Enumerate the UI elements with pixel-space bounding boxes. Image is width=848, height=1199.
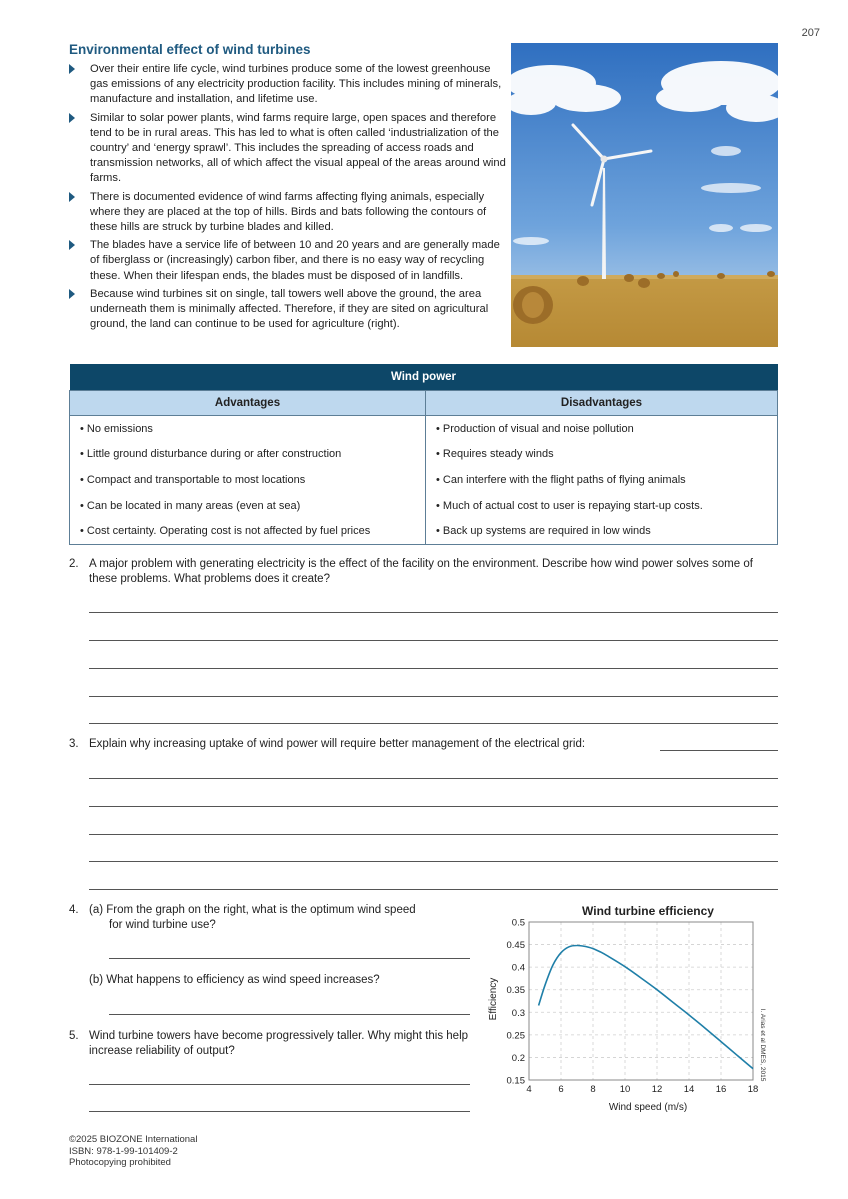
disadvantage-cell: • Production of visual and noise pollution [426,416,778,442]
arrow-bullet-icon [69,289,75,299]
answer-line[interactable] [660,750,778,751]
col-header-disadvantages: Disadvantages [426,391,778,416]
advantage-cell: • Cost certainty. Operating cost is not affected by fuel prices [70,518,426,544]
bullet-text: Because wind turbines sit on single, tall towers well above the ground, the area underneath them is minimally affected. Therefore, if they are sited on agricultural ground, the land can continue to be used for agriculture (right). [90,287,489,331]
x-tick-label: 14 [683,1084,695,1095]
y-tick-label: 0.15 [506,1075,525,1087]
disadvantage-cell: • Can interfere with the flight paths of flying animals [426,467,778,493]
bullet-list [69,62,509,335]
advantage-cell: • Can be located in many areas (even at sea) [70,493,426,519]
y-tick-label: 0.2 [511,1052,525,1064]
y-tick-label: 0.4 [511,962,525,974]
bullet-text: The blades have a service life of between 10 and 20 years and are generally made of fiberglass or (increasingly) carbon fiber, and there is no easy way of recycling these. When their lifespan ends, the blades must be disposed of in landfills. [90,239,500,282]
page-number: 207 [801,27,820,39]
arrow-bullet-icon [69,240,75,250]
x-tick-label: 18 [747,1084,759,1095]
answer-line[interactable] [89,668,778,669]
arrow-bullet-icon [69,64,75,74]
copyright-text: ©2025 BIOZONE International [69,1134,198,1145]
plot-frame [529,922,753,1080]
y-tick-label: 0.3 [511,1007,525,1019]
question-2 [69,557,769,587]
advantage-cell: • Little ground disturbance during or after construction [70,442,426,468]
isbn-text: ISBN: 978-1-99-101409-2 [69,1145,178,1157]
x-tick-label: 6 [558,1084,564,1095]
x-tick-label: 10 [619,1084,631,1095]
question-4a-text-cont: for wind turbine use? [109,919,216,931]
answer-line[interactable] [89,778,778,779]
answer-line[interactable] [89,806,778,807]
question-number: 2. [69,558,79,570]
y-tick-label: 0.5 [511,917,525,929]
x-tick-label: 4 [526,1084,532,1095]
section-title: Environmental effect of wind turbines [69,42,311,57]
table-row [70,416,778,442]
x-tick-label: 8 [590,1084,596,1095]
table-row [70,493,778,519]
answer-line[interactable] [89,861,778,862]
question-text: Explain why increasing uptake of wind power will require better management of the electrical grid: [89,738,586,750]
disadvantage-cell: • Back up systems are required in low winds [426,518,778,544]
question-number: 5. [69,1030,79,1042]
y-tick-label: 0.25 [506,1030,525,1042]
question-3 [69,737,669,752]
arrow-bullet-icon [69,113,75,123]
answer-line[interactable] [89,1111,470,1112]
question-text: A major problem with generating electricity is the effect of the facility on the environment. Describe how wind power solves some of these problems. What problems does it create? [89,558,753,585]
table-row [70,518,778,544]
question-text: Wind turbine towers have become progressively taller. Why might this help increase reliability of output? [89,1030,469,1057]
y-axis-label: Efficiency [488,977,499,1021]
question-4 [69,903,479,933]
answer-line[interactable] [89,696,778,697]
answer-line[interactable] [89,612,778,613]
advantage-cell: • Compact and transportable to most locations [70,467,426,493]
list-item [69,190,509,236]
question-number: 4. [69,904,79,916]
list-item [69,111,509,187]
footer [69,1134,197,1169]
x-tick-label: 12 [651,1084,663,1095]
answer-line[interactable] [89,640,778,641]
table-row [70,467,778,493]
x-tick-label: 16 [715,1084,727,1095]
bullet-text: There is documented evidence of wind farms affecting flying animals, especially where they are placed at the top of hills. Birds and bats following the contours of these hills are struck by turbine blades and killed. [90,190,487,234]
table-title: Wind power [70,364,778,391]
answer-line[interactable] [89,1084,470,1085]
efficiency-chart [485,900,775,1120]
bullet-text: Over their entire life cycle, wind turbines produce some of the lowest greenhouse gas emissions of any electricity production facility. This includes mining of minerals, manufacture and installation, and lifetime use. [90,63,502,106]
y-tick-label: 0.45 [506,940,525,952]
y-tick-label: 0.35 [506,985,525,997]
col-header-advantages: Advantages [70,391,426,416]
answer-line[interactable] [89,834,778,835]
chart-svg [485,900,775,1120]
list-item [69,238,509,284]
question-4b-text: (b) What happens to efficiency as wind speed increases? [89,974,380,986]
answer-line[interactable] [89,723,778,724]
list-item [69,62,509,108]
photocopy-notice: Photocopying prohibited [69,1157,171,1168]
disadvantage-cell: • Requires steady winds [426,442,778,468]
answer-line[interactable] [89,889,778,890]
list-item [69,287,509,333]
disadvantage-cell: • Much of actual cost to user is repaying start-up costs. [426,493,778,519]
chart-title: Wind turbine efficiency [582,904,714,918]
question-5 [69,1029,479,1059]
arrow-bullet-icon [69,192,75,202]
answer-line[interactable] [109,1014,470,1015]
wind-power-table [69,364,778,545]
table-row [70,442,778,468]
source-note: I. Arias et al DMES, 2015 [759,1008,766,1082]
question-number: 3. [69,738,79,750]
answer-line[interactable] [109,958,470,959]
question-4a-text: (a) From the graph on the right, what is the optimum wind speed [89,904,416,916]
wind-turbine-photo [511,43,778,347]
x-axis-label: Wind speed (m/s) [608,1102,688,1113]
bullet-text: Similar to solar power plants, wind farms require large, open spaces and therefore tend to be in rural areas. This has led to what is often called ‘industrialization of the country’ and ‘energy sprawl’. This includes the spreading of access roads and transmission networks, all of which affect the visual appeal of the areas around wind farms. [90,111,506,185]
advantage-cell: • No emissions [70,416,426,442]
